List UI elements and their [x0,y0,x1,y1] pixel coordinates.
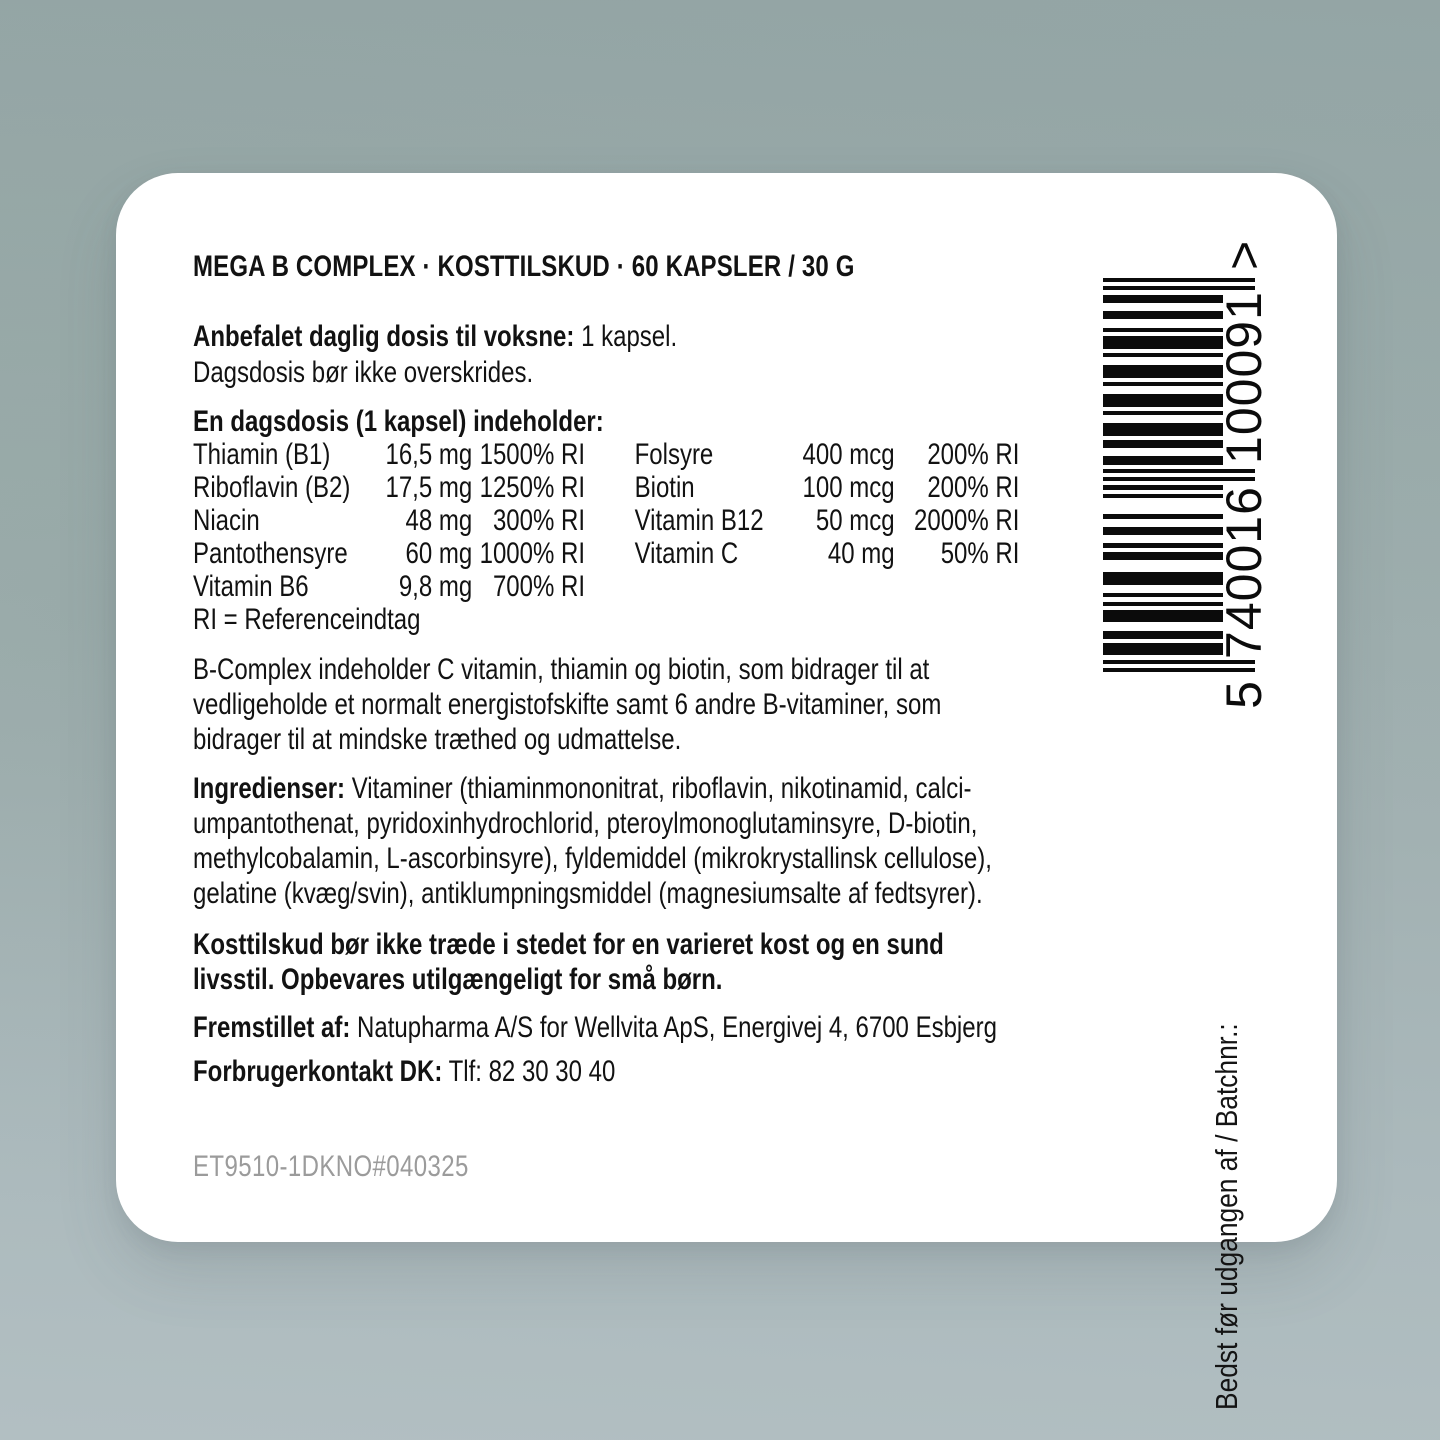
ri-footnote: RI = Referenceindtag [193,603,421,636]
nutrient-name: Thiamin (B1) [193,438,331,471]
best-before-label: Bedst før udgangen af / Batchnr.: [1209,1023,1244,1410]
warning-paragraph [193,927,1105,997]
nutrient-amount: 48 mg [405,504,473,537]
nutrition-table-left [193,438,585,603]
nutrient-name: Vitamin C [634,537,739,570]
nutrient-amount: 400 mcg [802,438,895,471]
nutrition-table-right [635,438,1020,603]
nutrient-ri: 200% RI [927,438,1020,471]
nutrient-ri: 300% RI [492,504,585,537]
ingredients-line: methylcobalamin, L-ascorbinsyre), fyldemiddel (mikrokrystallinsk cellulose), [193,842,992,875]
warning-line: Kosttilskud bør ikke træde i stedet for en varieret kost og en sund [193,928,944,961]
nutrient-name: Riboflavin (B2) [193,471,351,504]
barcode-left-digits: 740016 [1216,486,1272,659]
best-before-side-text [1210,975,1244,1410]
manufacturer-value: Natupharma A/S for Wellvita ApS, Energivej 4, 6700 Esbjerg [357,1011,997,1044]
contact-line [193,1054,1105,1089]
contact-heading: Forbrugerkontakt DK: [193,1055,443,1088]
barcode-quiet-zone-mark: > [1216,240,1272,270]
nutrient-name: Biotin [634,471,695,504]
benefits-line: bidrager til at mindske træthed og udmattelse. [193,723,682,756]
dosage-heading: Anbefalet daglig dosis til voksne: [193,320,575,353]
nutrient-name: Folsyre [634,438,714,471]
barcode-first-digit: 5 [1216,680,1272,709]
label-text-column [193,249,1105,1184]
contact-value: Tlf: 82 30 30 40 [448,1055,616,1088]
nutrient-amount: 17,5 mg [385,471,473,504]
batch-code: ET9510-1DKNO#040325 [193,1150,469,1183]
nutrient-ri: 2000% RI [914,504,1020,537]
nutrient-amount: 60 mg [405,537,473,570]
ingredients-line: Vitaminer (thiaminmononitrat, riboflavin, nikotinamid, calci- [351,772,972,805]
ingredients-paragraph [193,771,1105,911]
table-heading: En dagsdosis (1 kapsel) indeholder: [193,405,604,438]
nutrient-name: Pantothensyre [193,537,348,570]
label-card [116,173,1337,1410]
nutrient-ri: 1250% RI [479,471,585,504]
nutrient-amount: 16,5 mg [385,438,473,471]
nutrient-amount: 50 mcg [815,504,895,537]
product-title: MEGA B COMPLEX · KOSTTILSKUD · 60 KAPSLER / 30 G [193,250,855,283]
nutrient-name: Vitamin B6 [193,570,309,603]
barcode-right-digits: 100091 [1216,291,1272,464]
nutrient-amount: 100 mcg [802,471,895,504]
nutrient-name: Niacin [193,504,260,537]
benefits-line: B-Complex indeholder C vitamin, thiamin og biotin, som bidrager til at [193,653,930,686]
dosage-note: Dagsdosis bør ikke overskrides. [193,356,534,389]
ingredients-line: umpantothenat, pyridoxinhydrochlorid, pteroylmonoglutaminsyre, D-biotin, [193,807,978,840]
benefits-line: vedligeholde et normalt energistofskifte samt 6 andre B-vitaminer, som [193,688,942,721]
manufacturer-heading: Fremstillet af: [193,1011,351,1044]
warning-line: livsstil. Opbevares utilgængeligt for små børn. [193,963,723,996]
manufacturer-line [193,1010,1105,1045]
nutrient-ri: 200% RI [927,471,1020,504]
ingredients-line: gelatine (kvæg/svin), antiklumpningsmiddel (magnesiumsalte af fedtsyrer). [193,877,983,910]
dosage-paragraph [193,319,1105,391]
nutrient-ri: 50% RI [940,537,1020,570]
nutrient-ri: 700% RI [492,570,585,603]
barcode [1103,240,1272,709]
nutrient-amount: 40 mg [827,537,895,570]
benefits-paragraph [193,652,1105,757]
nutrient-name: Vitamin B12 [634,504,764,537]
ingredients-heading: Ingredienser: [193,772,346,805]
nutrient-amount: 9,8 mg [398,570,473,603]
nutrition-table [193,438,1105,603]
dosage-value: 1 kapsel. [581,320,678,353]
nutrient-ri: 1000% RI [479,537,585,570]
nutrient-ri: 1500% RI [479,438,585,471]
